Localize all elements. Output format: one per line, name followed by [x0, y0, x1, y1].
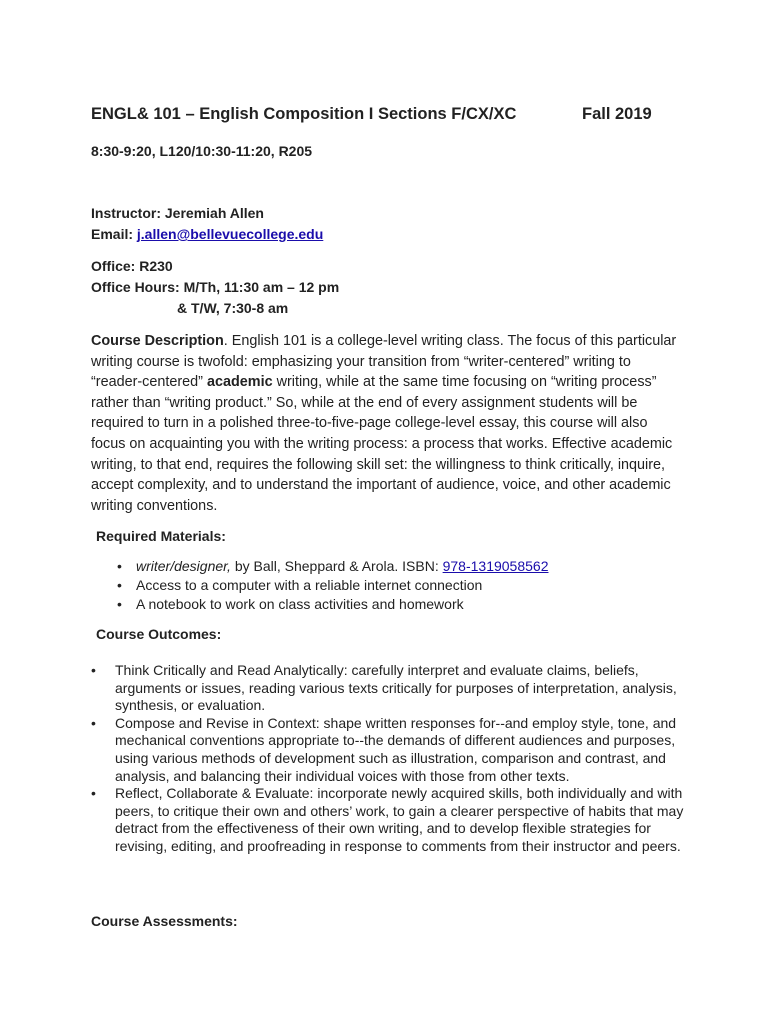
- list-item: [91, 715, 686, 785]
- outcome-text: Reflect, Collaborate & Evaluate: incorporate newly acquired skills, both individually and with peers, to critique their own and others’ work, to gain a clearer perspective of habits that may detract from the effectiveness of their own writing, and to develop flexible strategies for revising, editing, and proofreading in response to comments from their instructor and peers.: [115, 785, 684, 854]
- email-link[interactable]: j.allen@bellevuecollege.edu: [136, 226, 324, 242]
- course-title: ENGL& 101 – English Composition I Sections F/CX/XC: [91, 105, 517, 123]
- office-hours-line-2: & T/W, 7:30-8 am: [177, 300, 289, 316]
- bullet-icon: •: [117, 558, 122, 574]
- office-line: Office: R230: [91, 258, 173, 274]
- course-description-text-2: writing, while at the same time focusing on “writing process” rather than “writing product.” So, while at the end of every assignment students will be required to turn in a polished three-to-five-page college-level essay, this course will also focus on acquainting you with the writing process: a process that works. Effective academic writing, to that end, requires the following skill set: the willingness to think critically, inquire, accept complexity, and to understand the important of audience, voice, and other academic writing conventions.: [91, 374, 673, 514]
- book-title: writer/designer,: [136, 558, 231, 574]
- bullet-icon: •: [117, 596, 122, 612]
- bullet-icon: •: [91, 714, 96, 731]
- isbn-link[interactable]: 978-1319058562: [442, 558, 549, 574]
- list-item: [91, 576, 681, 595]
- email-label: Email:: [91, 226, 137, 242]
- required-materials-heading: Required Materials:: [96, 528, 226, 544]
- class-schedule: 8:30-9:20, L120/10:30-11:20, R205: [91, 143, 313, 159]
- email-line: [91, 226, 323, 242]
- list-item: [91, 557, 681, 576]
- office-hours-line: Office Hours: M/Th, 11:30 am – 12 pm: [91, 279, 340, 295]
- bullet-icon: •: [91, 662, 96, 678]
- list-item: [91, 785, 686, 855]
- bullet-icon: •: [117, 577, 122, 593]
- list-item: [91, 595, 681, 614]
- outcome-text: Think Critically and Read Analytically: carefully interpret and evaluate claims, beliefs, arguments or issues, reading various texts critically for purposes of interpretation, analysis, synthesis, or evaluation.: [115, 662, 677, 714]
- outcome-text: Compose and Revise in Context: shape written responses for--and employ style, tone, and mechanical conventions appropriate to--the demands of different audiences and purposes, using various methods of development such as illustration, comparison and contrast, and analysis, and balancing their individual voices with those from other texts.: [115, 714, 677, 784]
- bullet-icon: •: [91, 785, 96, 802]
- course-description-text-1: . English 101 is a college-level writing class. The focus of this particular writing course is twofold: emphasizing your transition from “writer-centered” writing to “reader-centered”: [91, 333, 677, 391]
- material-item: Access to a computer with a reliable internet connection: [136, 577, 483, 593]
- course-outcomes-list: [91, 662, 686, 856]
- material-item: A notebook to work on class activities and homework: [136, 596, 464, 612]
- course-assessments-heading: Course Assessments:: [91, 913, 238, 929]
- course-outcomes-heading: Course Outcomes:: [96, 626, 222, 642]
- required-materials-list: [91, 557, 681, 614]
- course-description: [91, 331, 681, 516]
- instructor-line: Instructor: Jeremiah Allen: [91, 205, 264, 221]
- term-label: Fall 2019: [582, 105, 652, 123]
- list-item: [91, 662, 686, 715]
- course-description-label: Course Description: [91, 333, 224, 349]
- book-details: by Ball, Sheppard & Arola. ISBN:: [230, 558, 443, 574]
- course-description-emphasis: academic: [206, 374, 273, 391]
